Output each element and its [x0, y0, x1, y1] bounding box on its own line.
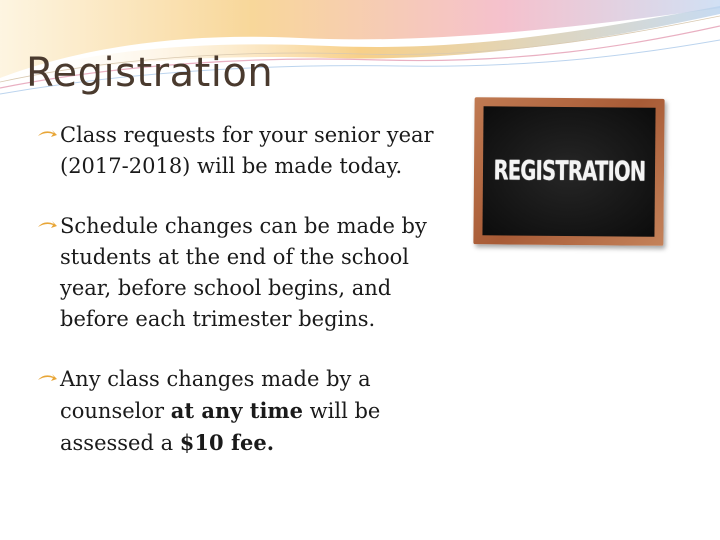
bullet-list: [34, 120, 454, 459]
bullet-item: [34, 211, 454, 335]
chalkboard-text: REGISTRATION: [492, 155, 646, 188]
chalkboard-surface: [482, 106, 655, 236]
bullet-text: Schedule changes can be made by students at the end of the school year, before school begins, and before each trimester begins.: [60, 214, 427, 331]
bullet-text: will be assessed a: [60, 399, 381, 455]
bullet-text: Class requests for your senior year (2017-2018) will be made today.: [60, 123, 434, 178]
bullet-text-bold: $10 fee.: [179, 430, 275, 455]
bullet-arrow-icon: [36, 372, 58, 388]
bullet-text: Any class changes made by a counselor: [60, 367, 371, 423]
slide-title: Registration: [26, 50, 274, 96]
bullet-text-bold: at any time: [170, 398, 303, 423]
bullet-arrow-icon: [36, 219, 58, 235]
chalkboard-image: [473, 97, 664, 246]
bullet-item: [34, 364, 454, 459]
bullet-arrow-icon: [36, 128, 58, 144]
bullet-item: [34, 120, 454, 182]
